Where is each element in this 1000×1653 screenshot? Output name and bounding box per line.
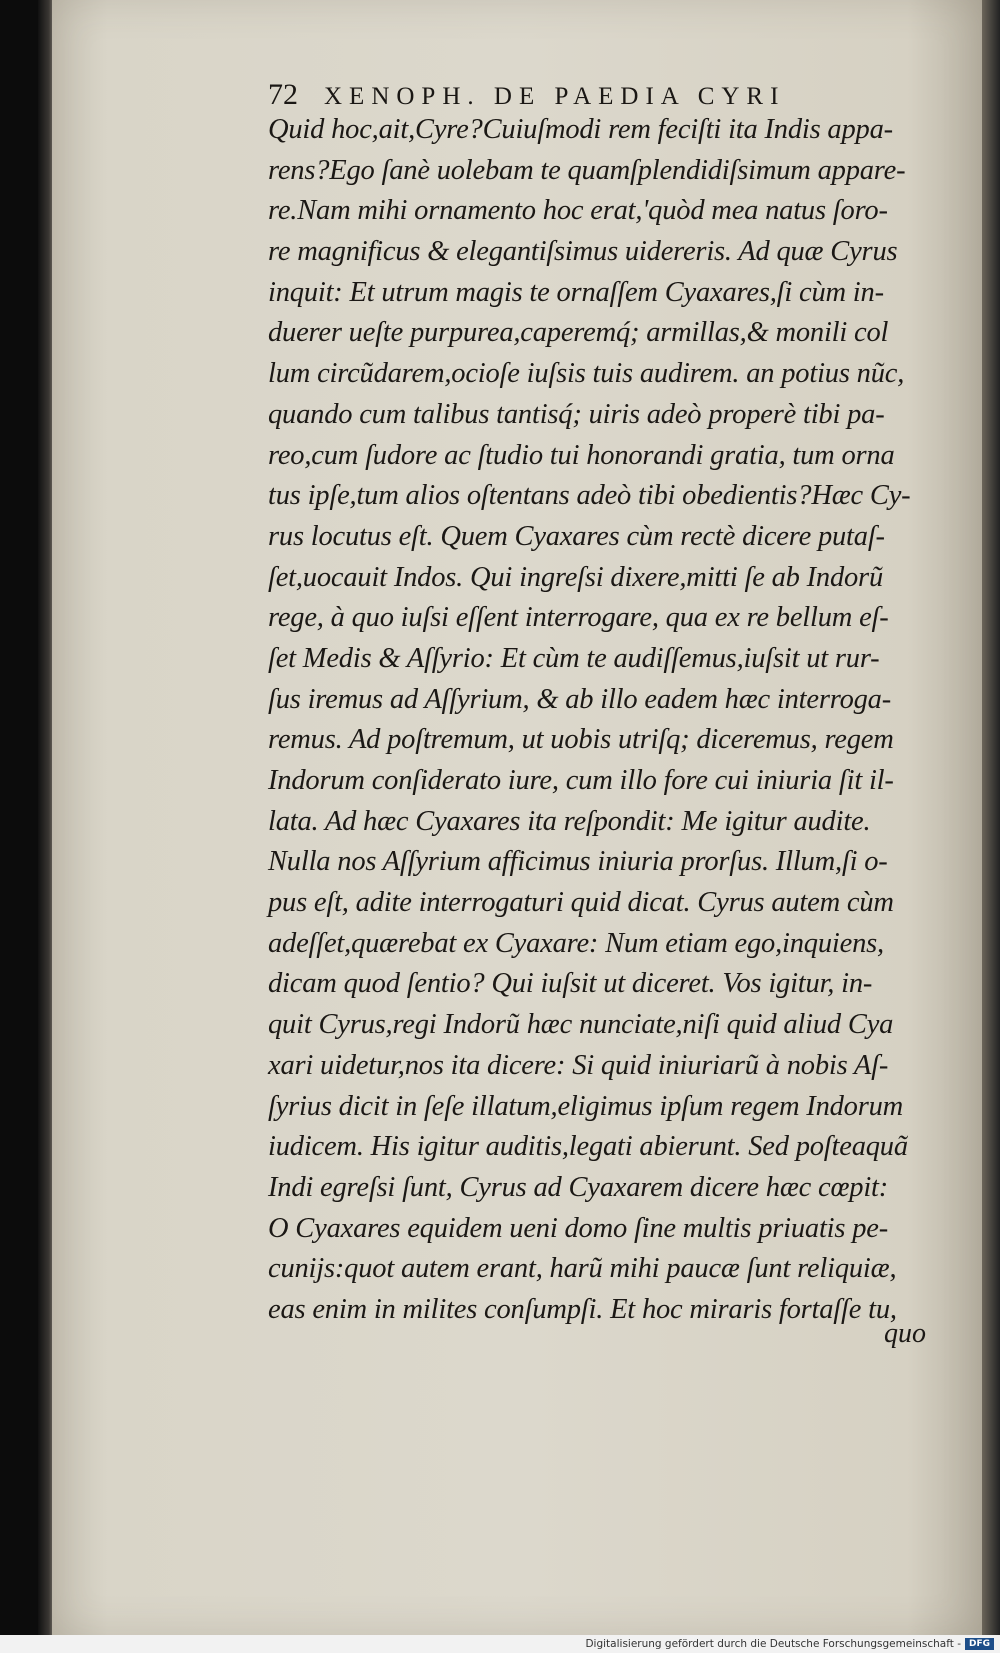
catchword: quo [884,1318,926,1349]
page-right-edge [982,0,1000,1635]
text-line: duerer ueſte purpurea,caperemq́; armillas,& monili col [268,317,889,349]
dfg-logo: DFG [965,1638,994,1650]
text-line: rus locutus eſt. Quem Cyaxares cùm rectè dicere putaſ- [268,520,885,552]
text-line: rens?Ego ſanè uolebam te quamſplendidiſsimum appare- [268,154,906,186]
text-line: lum circũdarem,ocioſe iuſsis tuis audirem. an potius nũc, [268,358,905,390]
text-line: O Cyaxares equidem ueni domo ſine multis priuatis pe- [268,1212,889,1244]
text-line: ſyrius dicit in ſeſe illatum,eligimus ipſum regem Indorum [268,1090,904,1122]
text-line: rege, à quo iuſsi eſſent interrogare, qua ex re bellum eſ- [268,602,889,634]
text-line: Nulla nos Aſſyrium afficimus iniuria prorſus. Illum,ſi o- [268,846,888,878]
text-line: inquit: Et utrum magis te ornaſſem Cyaxares,ſi cùm in- [268,276,884,308]
text-line: re magnificus & elegantiſsimus uidereris. Ad quæ Cyrus [268,236,898,268]
text-line: iudicem. His igitur auditis,legati abierunt. Sed poſteaquã [268,1131,908,1163]
page-header [268,78,888,114]
text-line: ſus iremus ad Aſſyrium, & ab illo eadem hæc interroga- [268,683,892,715]
text-line: eas enim in milites conſumpſi. Et hoc miraris fortaſſe tu, [268,1293,897,1325]
body-text [268,110,940,1331]
text-line: xari uidetur,nos ita dicere: Si quid iniuriarũ à nobis Aſ- [268,1049,889,1081]
text-line: dicam quod ſentio? Qui iuſsit ut diceret. Vos igitur, in- [268,968,873,1000]
text-line: Indi egreſsi ſunt, Cyrus ad Cyaxarem dicere hæc cœpit: [268,1171,889,1203]
running-head: XENOPH. DE PAEDIA CYRI [324,83,786,110]
text-line: cunijs:quot autem erant, harũ mihi paucæ ſunt reliquiæ, [268,1253,897,1285]
text-line: quando cum talibus tantisq́; uiris adeò properè tibi pa- [268,398,885,430]
text-line: reo,cum ſudore ac ſtudio tui honorandi gratia, tum orna [268,439,895,471]
page-number: 72 [268,78,298,111]
text-line: tus ipſe,tum alios oſtentans adeò tibi obedientis?Hæc Cy- [268,480,911,512]
digitization-credit: Digitalisierung gefördert durch die Deutsche Forschungsgemeinschaft - [585,1638,961,1650]
text-line: pus eſt, adite interrogaturi quid dicat. Cyrus autem cùm [268,887,894,919]
text-line: remus. Ad poſtremum, ut uobis utriſq; diceremus, regem [268,724,894,756]
text-line: Indorum conſiderato iure, cum illo fore cui iniuria ſit il- [268,765,894,796]
text-line: Quid hoc,ait,Cyre?Cuiuſmodi rem feciſti ita Indis appa- [268,114,893,145]
text-line: lata. Ad hæc Cyaxares ita reſpondit: Me igitur audite. [268,805,871,837]
text-line: adeſſet,quærebat ex Cyaxare: Num etiam ego,inquiens, [268,927,884,959]
text-line: re.Nam mihi ornamento hoc erat,'quòd mea natus ſoro- [268,195,888,227]
text-line: ſet,uocauit Indos. Qui ingreſsi dixere,mitti ſe ab Indorũ [268,561,883,593]
footer-bar [0,1635,1000,1653]
text-line: ſet Medis & Aſſyrio: Et cùm te audiſſemus,iuſsit ut rur- [268,642,880,674]
text-line: quit Cyrus,regi Indorũ hæc nunciate,niſi quid aliud Cya [268,1009,894,1041]
